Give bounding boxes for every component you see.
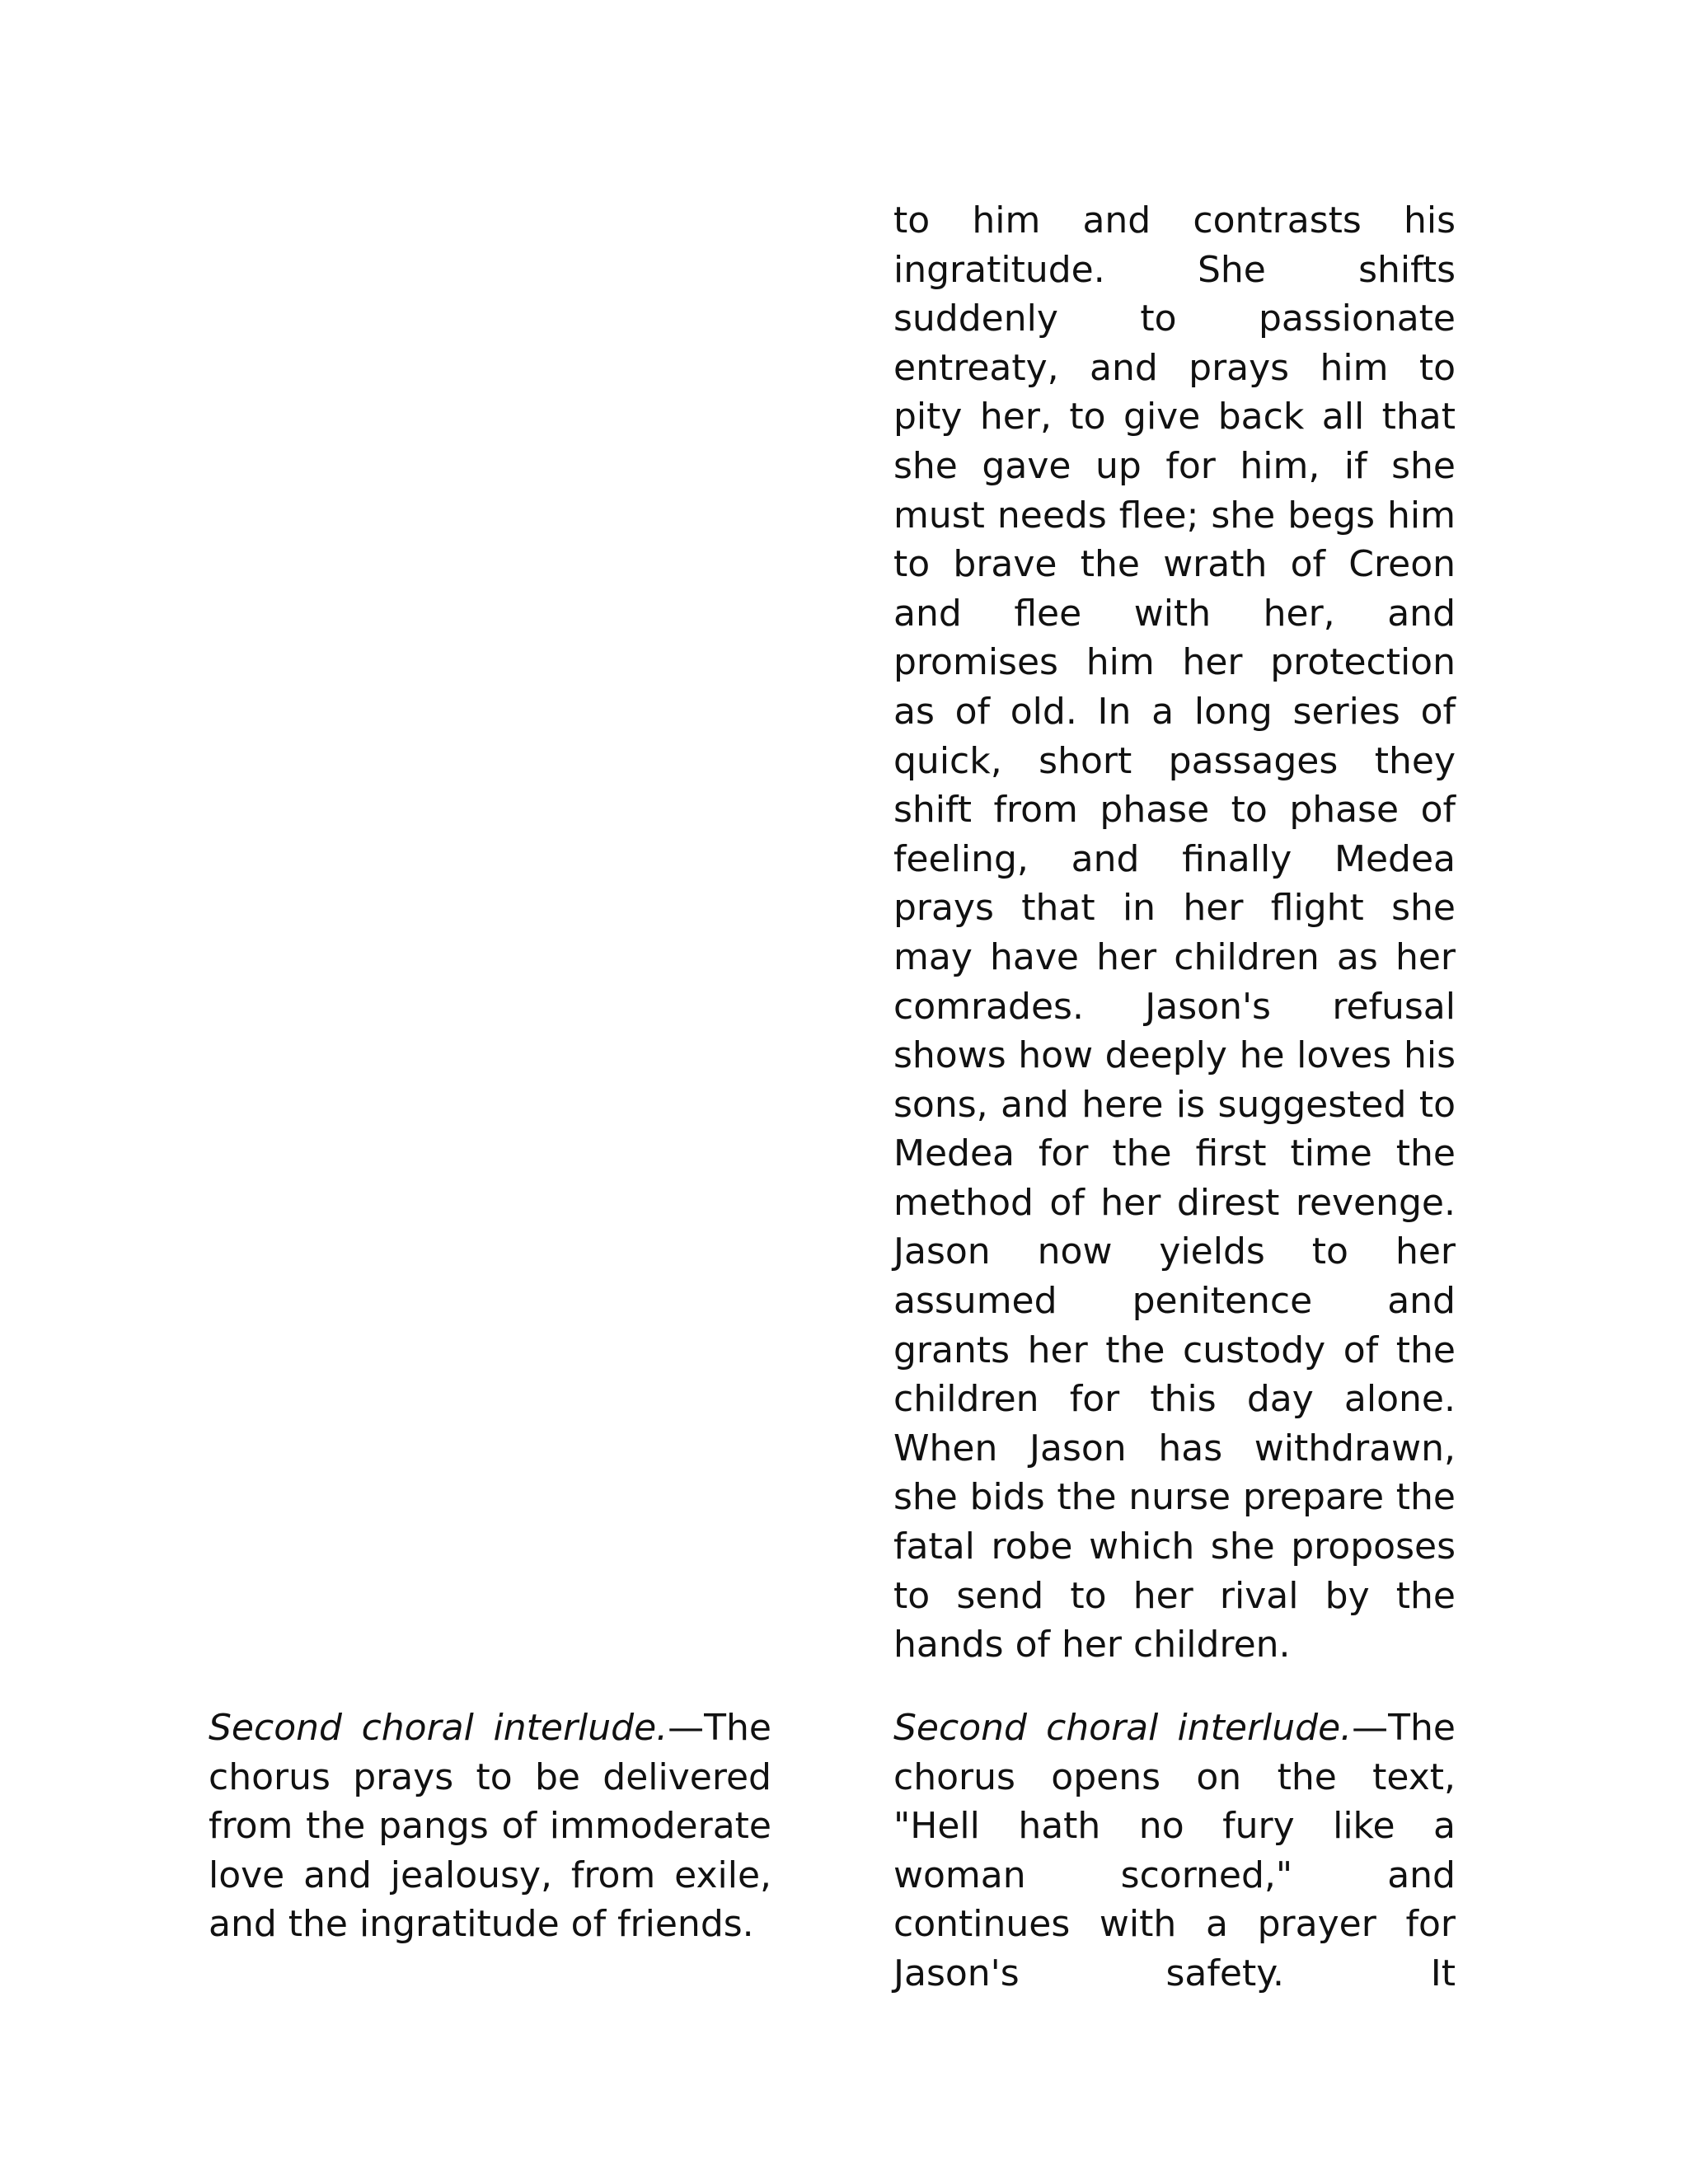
- section-heading: Second choral interlude.: [209, 1707, 668, 1749]
- left-column-choral-interlude: [209, 1704, 771, 1949]
- paragraph-text: to him and contrasts his ingratitude. She shifts suddenly to passionate entreaty, and prays him to pity her, to give back all that she gave up for him, if she must needs flee; she begs him to brave the wrath of Creon and flee with her, and promises him her protection as of old. In a long series of quick, short passages they shift from phase to phase of feeling, and finally Medea prays that in her flight she may have her children as her comrades. Jason's refusal shows how deeply he loves his sons, and here is suggested to Medea for the first time the method of her direst revenge. Jason now yields to her assumed penitence and grants her the custody of the children for this day alone. When Jason has withdrawn, she bids the nurse prepare the fatal robe which she proposes to send to her rival by the hands of her children.: [893, 199, 1456, 1666]
- section-heading: Second choral interlude.: [893, 1707, 1353, 1749]
- paragraph-text: —The chorus prays to be delivered from the pangs of immoderate love and jealousy, from exile, and the ingratitude of friends.: [209, 1707, 771, 1946]
- paragraph-text: —The chorus opens on the text, "Hell hath no fury like a woman scorned," and continues with a prayer for Jason's safety. It: [893, 1707, 1456, 1994]
- right-column-choral-interlude: [893, 1704, 1456, 1999]
- right-column-top-paragraph: [893, 196, 1456, 1670]
